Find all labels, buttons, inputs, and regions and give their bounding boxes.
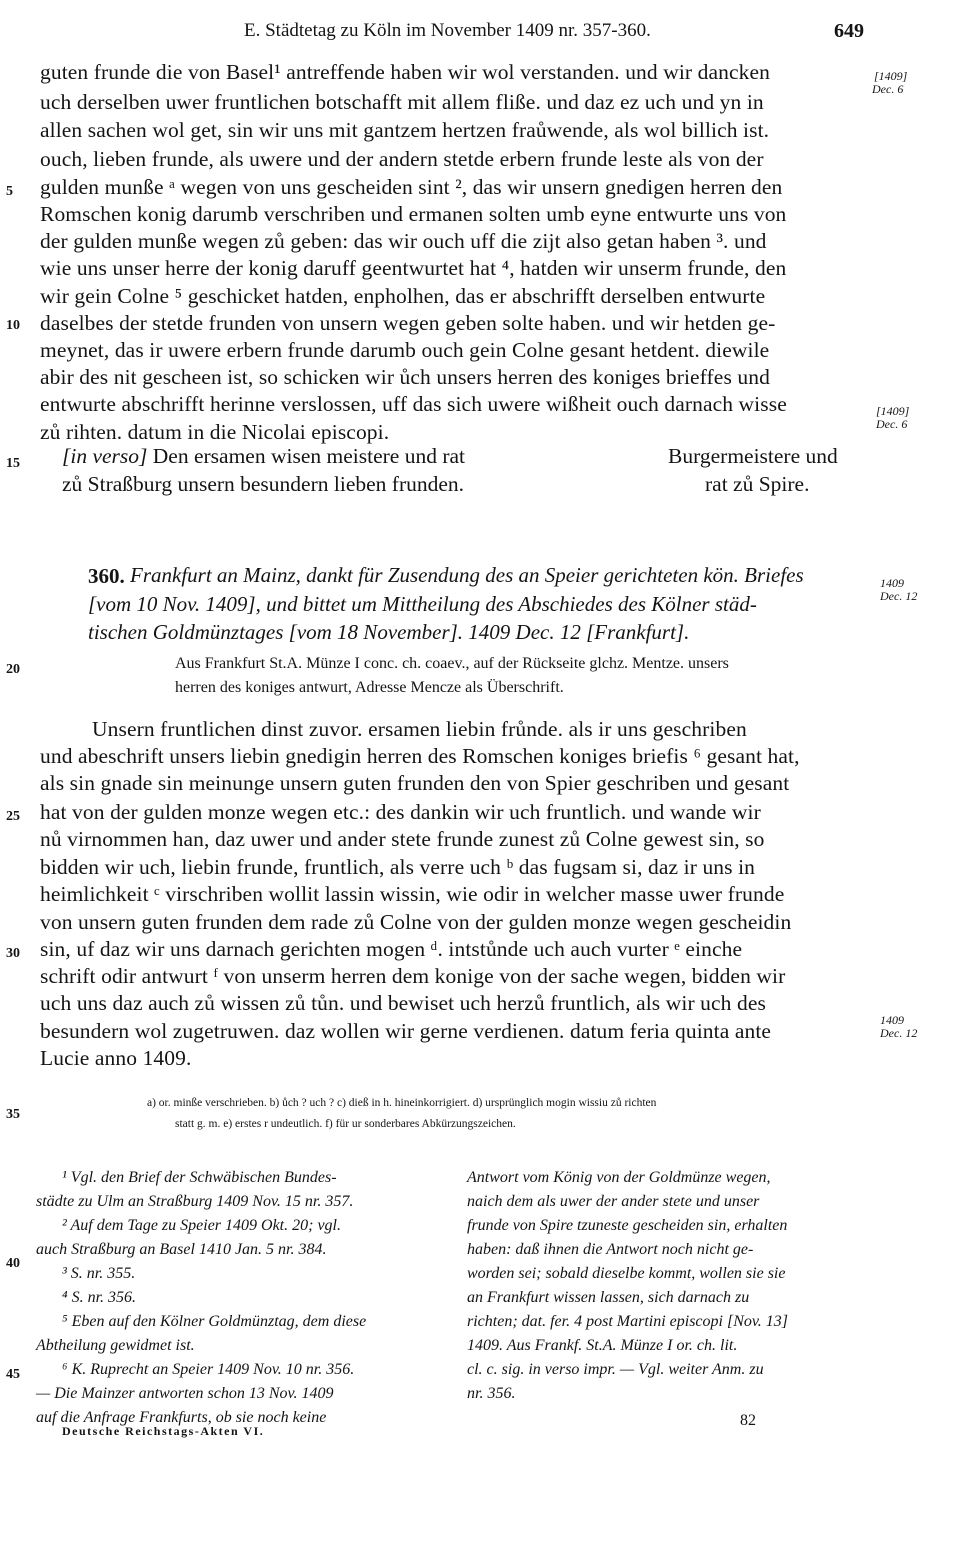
footnote-line: ⁵ Eben auf den Kölner Goldmünztag, dem diese	[62, 1313, 367, 1330]
body-line: und abeschrift unsers liebin gnedigin herren des Romschen koniges briefis ⁶ gesant hat,	[40, 744, 800, 768]
margin-date	[880, 577, 917, 603]
letter-line: daselbes der stetde frunden von unsern wegen geben solte haben. und wir hetden ge-	[40, 311, 776, 335]
footnote-line: — Die Mainzer antworten schon 13 Nov. 1409	[36, 1385, 334, 1402]
document-head-line: tischen Goldmünztages [vom 18 November]. 1409 Dec. 12 [Frankfurt].	[88, 620, 690, 644]
body-line: als sin gnade sin meinunge unsern guten frunden den von Spier geschriben und gesant	[40, 771, 790, 795]
letter-line: guten frunde die von Basel¹ antreffende haben wir wol verstanden. und wir dancken	[40, 60, 770, 84]
body-line: besundern wol zugetruwen. daz wollen wir gerne verdienen. datum feria quinta ante	[40, 1019, 772, 1043]
sheet-signature: 82	[740, 1412, 756, 1429]
margin-date-day: Dec. 12	[880, 589, 918, 604]
footnote-line: naich dem als uwer der ander stete und unser	[467, 1193, 760, 1210]
body-line: sin, uf daz wir uns darnach gerichten mogen ᵈ. intstůnde uch auch vurter ᵉ einche	[40, 937, 743, 961]
body-line: heimlichkeit ᶜ virschriben wollit lassin wissin, wie odir in welcher masse uwer frunde	[40, 882, 785, 906]
letter-line: allen sachen wol get, sin wir uns mit gantzem hertzen fraůwende, als wol billich ist.	[40, 118, 770, 142]
document-head-line: Frankfurt an Mainz, dankt für Zusendung des an Speier gerichteten kön. Briefes	[130, 563, 804, 587]
footnote-line: cl. c. sig. in verso impr. — Vgl. weiter Anm. zu	[467, 1361, 764, 1378]
footnote-line: frunde von Spire tzuneste gescheiden sin, erhalten	[467, 1217, 788, 1234]
letter-line: uch derselben uwer fruntlichen botschafft mit allem fliße. und daz ez uch und yn in	[40, 90, 764, 114]
body-line: von unsern guten frunden dem rade zů Colne von der gulden monze wegen gescheidin	[40, 910, 792, 934]
footnote-line: städte zu Ulm an Straßburg 1409 Nov. 15 nr. 357.	[36, 1193, 354, 1210]
letter-line: entwurte abschrifft herinne verslossen, uff das sich uwere wißheit ouch darnach wisse	[40, 392, 787, 416]
address-right-line-1: Burgermeistere und	[668, 444, 838, 468]
letter-line: meynet, das ir uwere erbern frunde darumb ouch gein Colne gesant hetdent. diewile	[40, 338, 770, 362]
footnote-line: ² Auf dem Tage zu Speier 1409 Okt. 20; vgl.	[62, 1217, 341, 1234]
letter-line: abir des nit gescheen ist, so schicken wir ůch unsers herren des koniges brieffes und	[40, 365, 770, 389]
body-line: bidden wir uch, liebin frunde, fruntlich, als verre uch ᵇ das fugsam si, daz ir uns in	[40, 855, 756, 879]
footnote-line: ¹ Vgl. den Brief der Schwäbischen Bundes-	[62, 1169, 337, 1186]
line-number: 25	[6, 809, 20, 824]
page-number: 649	[834, 20, 864, 42]
body-line: Lucie anno 1409.	[40, 1046, 192, 1070]
line-number: 35	[6, 1107, 20, 1122]
letter-line: wie uns unser herre der konig daruff geentwurtet hat ⁴, hatden wir unserm frunde, den	[40, 256, 787, 280]
line-number: 40	[6, 1256, 20, 1271]
margin-date	[876, 405, 909, 431]
footnote-line: auf die Anfrage Frankfurts, ob sie noch keine	[36, 1409, 327, 1426]
body-line: nů virnommen han, daz uwer und ander stete frunde zunest zů Colne gewest sin, so	[40, 827, 765, 851]
source-note-line: Aus Frankfurt St.A. Münze I conc. ch. coaev., auf der Rückseite glchz. Mentze. unsers	[175, 655, 729, 672]
running-title: E. Städtetag zu Köln im November 1409 nr. 357-360.	[244, 20, 651, 41]
body-line: schrift odir antwurt ᶠ von unserm herren dem konige von der sache wegen, bidden wir	[40, 964, 786, 988]
address-left-line-1	[62, 444, 465, 469]
text-note-line: statt g. m. e) erstes r undeutlich. f) für ur sonderbares Abkürzungszeichen.	[175, 1118, 516, 1130]
footnote-line: worden sei; sobald dieselbe kommt, wollen sie sie	[467, 1265, 786, 1282]
footnote-line: Antwort vom König von der Goldmünze wegen,	[467, 1169, 771, 1186]
body-line: uch uns daz auch zů wissen zů tůn. und bewiset uch herzů fruntlich, als wir uch des	[40, 991, 766, 1015]
footnote-line: richten; dat. fer. 4 post Martini episcopi [Nov. 13]	[467, 1313, 789, 1330]
footnote-line: nr. 356.	[467, 1385, 516, 1402]
margin-date-day: Dec. 6	[872, 82, 904, 97]
footnote-line: ⁶ K. Ruprecht an Speier 1409 Nov. 10 nr. 356.	[62, 1361, 355, 1378]
margin-date-day: Dec. 6	[876, 417, 908, 432]
line-number: 45	[6, 1367, 20, 1382]
text-note-line: a) or. minße verschrieben. b) ůch ? uch ? c) dieß in h. hineinkorrigiert. d) ursprünglich mogin wissiu zů richten	[147, 1097, 657, 1109]
line-number: 15	[6, 456, 20, 471]
margin-date-year: [1409]	[876, 404, 910, 418]
line-number: 5	[6, 184, 13, 199]
document-head-line: [vom 10 Nov. 1409], und bittet um Mittheilung des Abschiedes des Kölner städ-	[88, 592, 757, 616]
document-number: 360.	[88, 564, 125, 588]
letter-line: zů rihten. datum in die Nicolai episcopi.	[40, 420, 390, 444]
letter-line: wir gein Colne ⁵ geschicket hatden, enpholhen, das er abschrifft derselben entwurte	[40, 284, 766, 308]
footnote-line: Abtheilung gewidmet ist.	[36, 1337, 195, 1354]
letter-line: der gulden munße wegen zů geben: das wir ouch uff die zijt also getan haben ³. und	[40, 229, 767, 253]
margin-date	[880, 1014, 917, 1040]
footnote-line: ⁴ S. nr. 356.	[62, 1289, 137, 1306]
margin-date-year: [1409]	[874, 69, 908, 83]
body-line: Unsern fruntlichen dinst zuvor. ersamen liebin frůnde. als ir uns geschriben	[92, 717, 747, 741]
margin-date-year: 1409	[880, 576, 904, 590]
address-right-line-2: rat zů Spire.	[705, 472, 810, 496]
letter-line: gulden munße ᵃ wegen von uns gescheiden sint ², das wir unsern gnedigen herren den	[40, 175, 783, 199]
source-note-line: herren des koniges antwurt, Adresse Mencze als Überschrift.	[175, 679, 564, 696]
letter-line: ouch, lieben frunde, als uwere und der andern stetde erbern frunde leste als von der	[40, 147, 764, 171]
margin-date	[874, 70, 907, 96]
body-line: hat von der gulden monze wegen etc.: des dankin wir uch fruntlich. und wande wir	[40, 800, 761, 824]
margin-date-day: Dec. 12	[880, 1026, 918, 1041]
margin-date-year: 1409	[880, 1013, 904, 1027]
letter-line: Romschen konig darumb verschriben und ermanen solten umb eyne entwurte uns von	[40, 202, 787, 226]
address-left-line-2: zů Straßburg unsern besundern lieben frunden.	[62, 472, 465, 496]
footnote-line: 1409. Aus Frankf. St.A. Münze I or. ch. lit.	[467, 1337, 738, 1354]
footnote-line: an Frankfurt wissen lassen, sich darnach zu	[467, 1289, 750, 1306]
line-number: 20	[6, 662, 20, 677]
footnote-line: ³ S. nr. 355.	[62, 1265, 136, 1282]
address-text: Den ersamen wisen meistere und rat	[152, 444, 466, 468]
footnote-line: auch Straßburg an Basel 1410 Jan. 5 nr. 384.	[36, 1241, 327, 1258]
line-number: 30	[6, 946, 20, 961]
line-number: 10	[6, 318, 20, 333]
footnote-line: haben: daß ihnen die Antwort noch nicht ge-	[467, 1241, 754, 1258]
imprint: Deutsche Reichstags-Akten VI.	[62, 1424, 265, 1438]
verso-label: [in verso]	[62, 444, 148, 468]
